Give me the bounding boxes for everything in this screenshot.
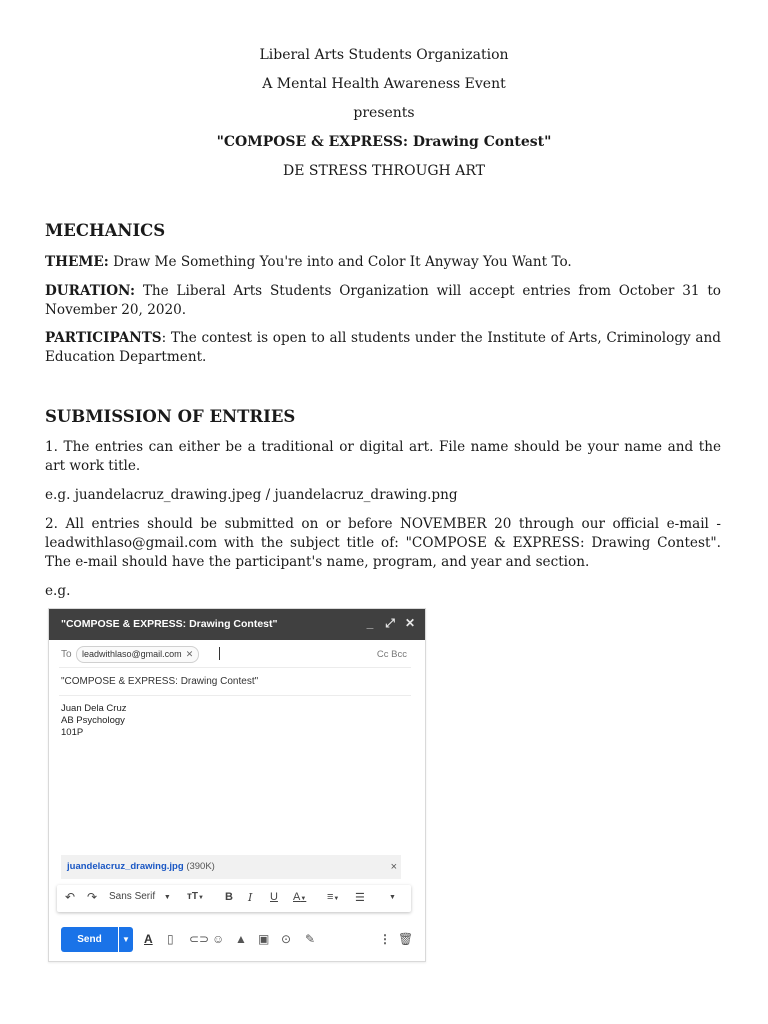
chevron-down-icon: ▼	[163, 894, 171, 901]
remove-attachment-icon[interactable]: ×	[390, 861, 397, 873]
cc-bcc-link[interactable]: Cc Bcc	[376, 649, 407, 660]
compose-title: "COMPOSE & EXPRESS: Drawing Contest"	[61, 618, 278, 630]
contest-title: "COMPOSE & EXPRESS: Drawing Contest"	[216, 134, 552, 150]
formatting-toolbar	[57, 885, 411, 912]
text-color-icon[interactable]: A▼	[293, 891, 307, 903]
underline-icon[interactable]: U	[270, 891, 278, 903]
subject-text: "COMPOSE & EXPRESS: Drawing Contest"	[61, 676, 259, 687]
trash-icon[interactable]: 🗑	[398, 932, 414, 946]
event-subtitle: A Mental Health Awareness Event	[262, 76, 506, 92]
lock-icon[interactable]: ⊙	[281, 932, 292, 946]
submission-item-1: 1. The entries can either be a traditional or digital art. File name should be your name and the art work title.	[45, 439, 721, 474]
presents-line: presents	[353, 105, 415, 121]
emoji-icon[interactable]: ☺	[212, 932, 225, 946]
formatting-icon[interactable]: A	[144, 932, 153, 946]
duration-paragraph	[45, 282, 721, 320]
subject-field[interactable]	[59, 668, 411, 696]
minimize-icon[interactable]: _	[366, 616, 374, 630]
schedule-send-icon[interactable]: ▼	[119, 927, 133, 952]
attachment-label	[67, 855, 215, 879]
more-options-icon[interactable]: ⋮	[379, 932, 391, 946]
recipient-chip[interactable]	[76, 646, 199, 663]
more-formatting-icon[interactable]: ▼	[389, 894, 396, 901]
attach-icon[interactable]: ▯	[167, 932, 174, 946]
font-select[interactable]	[109, 891, 171, 902]
drive-icon[interactable]: ▲	[235, 932, 247, 946]
recipient-email: leadwithlaso@gmail.com	[82, 649, 182, 659]
attachment-chip[interactable]	[61, 855, 401, 879]
numbered-list-icon[interactable]: ☰	[355, 892, 365, 904]
redo-icon[interactable]: ↷	[87, 890, 98, 904]
send-bar	[49, 921, 425, 961]
window-controls	[365, 616, 415, 631]
send-button[interactable]: Send	[61, 927, 118, 952]
to-field[interactable]	[59, 641, 411, 668]
theme-label: THEME:	[45, 254, 109, 270]
submission-item-2: 2. All entries should be submitted on or before NOVEMBER 20 through our official e-mail - leadwithlaso@gmail.com with the subject title of: "COMPOSE & EXPRESS: Drawing Contest". The e-mail should have the participant's name, program, and year and section.	[45, 516, 721, 570]
participants-paragraph	[45, 329, 721, 367]
align-icon[interactable]: ≡▼	[327, 891, 340, 903]
expand-icon[interactable]: ⤢	[385, 616, 395, 630]
remove-recipient-icon[interactable]: ✕	[185, 649, 194, 659]
bold-icon[interactable]: B	[225, 891, 233, 903]
body-line-section: 101P	[61, 727, 84, 738]
submission-example-1: e.g. juandelacruz_drawing.jpeg / juandelacruz_drawing.png	[45, 487, 458, 503]
signature-icon[interactable]: ✎	[305, 932, 316, 946]
submission-example-2: e.g.	[45, 583, 71, 599]
font-name: Sans Serif	[109, 891, 156, 902]
link-icon[interactable]: ⊂⊃	[189, 932, 210, 946]
email-compose-window	[48, 608, 426, 962]
close-icon[interactable]: ✕	[405, 616, 416, 630]
body-line-name: Juan Dela Cruz	[61, 703, 127, 714]
attachment-size: (390K)	[186, 861, 215, 872]
to-label: To	[61, 649, 72, 660]
undo-icon[interactable]: ↶	[65, 890, 76, 904]
attachment-name: juandelacruz_drawing.jpg	[67, 861, 184, 872]
italic-icon[interactable]: I	[248, 891, 253, 904]
participants-text: : The contest is open to all students under the Institute of Arts, Criminology and Education Department.	[45, 330, 721, 365]
theme-paragraph	[45, 253, 721, 272]
message-body[interactable]	[61, 703, 126, 739]
compose-titlebar	[49, 609, 425, 640]
duration-label: DURATION:	[45, 283, 136, 299]
photo-icon[interactable]: ▣	[258, 932, 270, 946]
duration-text: The Liberal Arts Students Organization will accept entries from October 31 to November 20, 2020.	[45, 283, 721, 318]
participants-label: PARTICIPANTS	[45, 330, 162, 346]
mechanics-heading: MECHANICS	[45, 221, 166, 240]
theme-text: Draw Me Something You're into and Color It Anyway You Want To.	[108, 254, 572, 270]
tagline: DE STRESS THROUGH ART	[283, 163, 485, 179]
body-line-program: AB Psychology	[61, 715, 125, 726]
org-name: Liberal Arts Students Organization	[259, 47, 509, 63]
submission-heading: SUBMISSION OF ENTRIES	[45, 407, 296, 426]
text-cursor	[219, 647, 220, 660]
text-size-icon[interactable]: тT▼	[187, 891, 204, 902]
